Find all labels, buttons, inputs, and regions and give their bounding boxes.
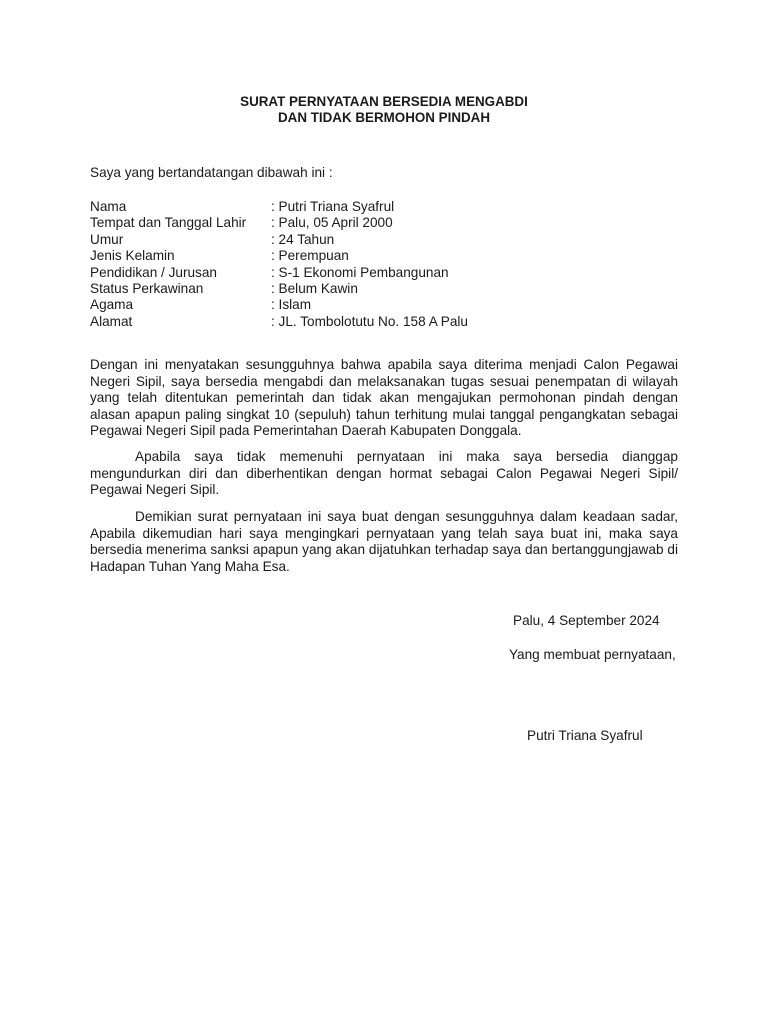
identity-value: : Belum Kawin: [271, 280, 358, 296]
statement-paragraph-3: Demikian surat pernyataan ini saya buat dengan sesungguhnya dalam keadaan sadar, Apabila dikemudian hari saya mengingkari pernyataan yang telah saya buat ini, maka saya bersedia menerima sanksi apapun yang akan dijatuhkan terhadap saya dan bertanggungjawab di Hadapan Tuhan Yang Maha Esa.: [90, 509, 678, 574]
identity-label: Alamat: [90, 313, 133, 329]
identity-label: Agama: [90, 297, 134, 313]
identity-row-agama: [90, 297, 468, 313]
identity-value: : JL. Tombolotutu No. 158 A Palu: [271, 313, 468, 329]
identity-row-umur: [90, 232, 468, 248]
intro-text: Saya yang bertandatangan dibawah ini :: [90, 165, 333, 180]
identity-value: : Perempuan: [271, 248, 349, 264]
identity-value: : Palu, 05 April 2000: [271, 215, 393, 231]
identity-value: : S-1 Ekonomi Pembangunan: [271, 264, 449, 280]
identity-row-tempat-tanggal-lahir: [90, 215, 468, 231]
letter-title-line2: DAN TIDAK BERMOHON PINDAH: [277, 110, 490, 125]
maker-label: Yang membuat pernyataan,: [509, 647, 676, 662]
identity-label: Umur: [90, 231, 124, 247]
place-date: Palu, 4 September 2024: [513, 613, 660, 628]
identity-row-pendidikan: [90, 265, 468, 281]
identity-value: : Islam: [271, 297, 312, 313]
identity-value: : Putri Triana Syafrul: [271, 199, 395, 214]
identity-row-status-perkawinan: [90, 281, 468, 297]
statement-paragraph-2: Apabila saya tidak memenuhi pernyataan ini maka saya bersedia dianggap mengundurkan diri dan diberhentikan dengan hormat sebagai Calon Pegawai Negeri Sipil/ Pegawai Negeri Sipil.: [90, 449, 678, 497]
identity-label: Nama: [90, 199, 127, 214]
identity-row-nama: [90, 199, 468, 215]
identity-label: Tempat dan Tanggal Lahir: [90, 215, 247, 231]
identity-row-jenis-kelamin: [90, 248, 468, 264]
identity-row-alamat: [90, 314, 468, 330]
identity-label: Jenis Kelamin: [90, 248, 175, 264]
signer-name: Putri Triana Syafrul: [527, 728, 643, 743]
identity-value: : 24 Tahun: [271, 231, 335, 247]
statement-paragraph-1: Dengan ini menyatakan sesungguhnya bahwa apabila saya diterima menjadi Calon Pegawai Negeri Sipil, saya bersedia mengabdi dan melaksanakan tugas sesuai penempatan di wilayah yang telah ditentukan pemerintah dan tidak akan mengajukan permohonan pindah dengan alasan apapun paling singkat 10 (sepuluh) tahun terhitung mulai tanggal pengangkatan sebagai Pegawai Negeri Sipil pada Pemerintahan Daerah Kabupaten Donggala.: [90, 357, 678, 438]
identity-table: [90, 199, 468, 330]
identity-label: Status Perkawinan: [90, 280, 204, 296]
identity-label: Pendidikan / Jurusan: [90, 264, 217, 280]
letter-title-line1: SURAT PERNYATAAN BERSEDIA MENGABDI: [240, 94, 528, 109]
